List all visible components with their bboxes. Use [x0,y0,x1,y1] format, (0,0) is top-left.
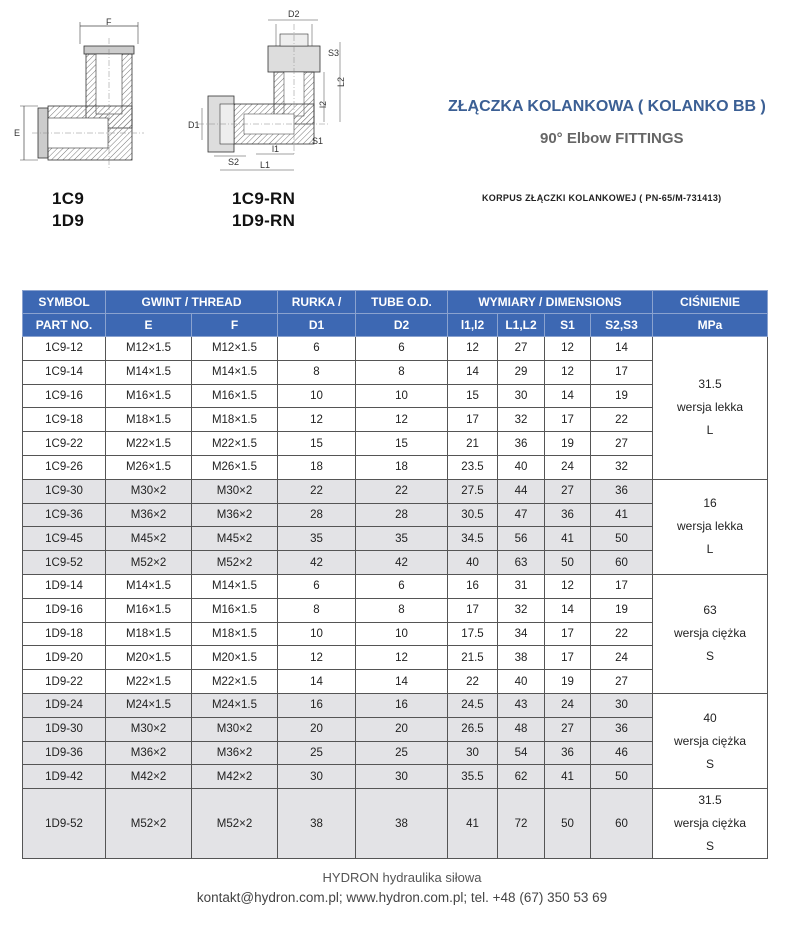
table-cell: M52×2 [106,551,192,575]
table-cell: 47 [498,503,545,527]
table-body [23,337,768,859]
table-cell: M26×1.5 [192,455,278,479]
table-cell: 1C9-14 [23,360,106,384]
header-part-no: PART NO. [23,314,106,337]
table-cell: 36 [591,717,653,741]
table-cell: 17 [545,408,591,432]
table-cell: 16 [278,693,356,717]
table-cell: 41 [448,789,498,859]
table-cell: 16 [448,574,498,598]
table-cell: 48 [498,717,545,741]
table-cell: 19 [545,432,591,456]
dim-s3-label: S3 [328,48,340,58]
table-cell: 1C9-12 [23,337,106,361]
table-cell: 24 [545,455,591,479]
pressure-line: S [705,756,714,771]
table-cell: 1D9-18 [23,622,106,646]
pressure-cell [653,574,768,693]
table-cell: M20×1.5 [192,646,278,670]
table-cell: 36 [545,741,591,765]
table-cell: 12 [545,337,591,361]
pressure-line: 63 [703,603,717,618]
table-cell: 8 [278,598,356,622]
dimensions-table [22,290,768,859]
table-cell: M36×2 [106,741,192,765]
header-d2: D2 [356,314,448,337]
table-cell: 28 [356,503,448,527]
table-cell: 21.5 [448,646,498,670]
table-cell: 17.5 [448,622,498,646]
table-header-row-1 [23,291,768,314]
table-cell: 1C9-16 [23,384,106,408]
table-cell: 17 [448,408,498,432]
table-cell: M26×1.5 [106,455,192,479]
table-cell: M16×1.5 [106,384,192,408]
footer-contact: kontakt@hydron.com.pl; www.hydron.com.pl; tel. +48 (67) 350 53 69 [196,890,608,905]
table-cell: 24 [591,646,653,670]
table-cell: 10 [278,622,356,646]
table-cell: 28 [278,503,356,527]
dim-f-label: F [106,18,112,27]
dim-L1-label: L1 [260,160,271,170]
table-cell: M45×2 [192,527,278,551]
header-thread: GWINT / THREAD [106,291,278,314]
table-cell: 34 [498,622,545,646]
header-f: F [192,314,278,337]
table-cell: 12 [356,408,448,432]
table-row [23,693,768,717]
table-cell: 27 [545,717,591,741]
header-symbol: SYMBOL [23,291,106,314]
part-1c9-rn: 1C9-RN [232,189,296,208]
table-cell: 14 [448,360,498,384]
table-cell: M36×2 [192,503,278,527]
table-cell: 1D9-30 [23,717,106,741]
table-cell: M20×1.5 [106,646,192,670]
table-cell: M24×1.5 [106,693,192,717]
table-cell: 1D9-14 [23,574,106,598]
table-cell: M18×1.5 [106,408,192,432]
table-cell: M12×1.5 [192,337,278,361]
table-cell: M36×2 [192,741,278,765]
table-cell: M22×1.5 [106,432,192,456]
table-cell: 12 [545,360,591,384]
elbow-diagram-right [188,4,358,184]
table-cell: M14×1.5 [106,574,192,598]
table-cell: 46 [591,741,653,765]
table-cell: 1D9-52 [23,789,106,859]
header-L1L2: L1,L2 [498,314,545,337]
table-cell: 18 [278,455,356,479]
table-cell: 17 [448,598,498,622]
pressure-line: 31.5 [698,793,722,808]
table-cell: 15 [356,432,448,456]
part-1d9: 1D9 [52,211,85,230]
table-cell: M30×2 [106,479,192,503]
table-cell: 30 [356,765,448,789]
table-cell: 8 [356,598,448,622]
table-cell: 23.5 [448,455,498,479]
pressure-cell [653,789,768,859]
table-cell: 30 [498,384,545,408]
table-cell: 60 [591,551,653,575]
table-cell: 19 [591,598,653,622]
table-cell: 12 [278,408,356,432]
table-cell: 1D9-16 [23,598,106,622]
table-cell: 8 [278,360,356,384]
table-cell: 32 [498,408,545,432]
pressure-line: 40 [703,710,717,725]
table-cell: M30×2 [106,717,192,741]
table-cell: 15 [448,384,498,408]
pressure-cell [653,479,768,574]
pressure-line: wersja ciężka [673,733,747,748]
table-cell: 17 [591,574,653,598]
table-cell: 43 [498,693,545,717]
table-cell: M22×1.5 [192,432,278,456]
table-cell: 30 [278,765,356,789]
table-cell: 8 [356,360,448,384]
table-cell: 27 [591,670,653,694]
table-cell: M52×2 [106,789,192,859]
table-cell: 22 [591,622,653,646]
table-cell: 50 [591,527,653,551]
table-cell: 41 [591,503,653,527]
dim-s1-label: S1 [312,136,324,146]
table-cell: 38 [278,789,356,859]
table-cell: 12 [278,646,356,670]
header-dimensions: WYMIARY / DIMENSIONS [448,291,653,314]
table-cell: 42 [356,551,448,575]
table-cell: 18 [356,455,448,479]
table-cell: 44 [498,479,545,503]
table-cell: 60 [591,789,653,859]
table-cell: 1C9-30 [23,479,106,503]
table-cell: M42×2 [106,765,192,789]
table-cell: M22×1.5 [192,670,278,694]
table-cell: 27 [591,432,653,456]
table-cell: M30×2 [192,479,278,503]
dim-l1-label: l1 [272,144,280,154]
table-cell: M52×2 [192,789,278,859]
page-title: ZŁĄCZKA KOLANKOWA ( KOLANKO BB ) [448,98,766,115]
header-e: E [106,314,192,337]
table-cell: 41 [545,527,591,551]
table-cell: M14×1.5 [192,360,278,384]
table-cell: 40 [498,455,545,479]
table-cell: 35 [278,527,356,551]
table-cell: 54 [498,741,545,765]
table-cell: 40 [448,551,498,575]
table-cell: 17 [545,622,591,646]
part-1d9-rn: 1D9-RN [232,211,296,230]
standard-note: KORPUS ZŁĄCZKI KOLANKOWEJ ( PN-65/M-731413) [482,193,722,203]
table-cell: 32 [591,455,653,479]
table-cell: 10 [278,384,356,408]
table-cell: 12 [448,337,498,361]
footer-company: HYDRON hydraulika siłowa [322,870,482,885]
pressure-line: wersja ciężka [673,816,747,831]
header-tube-od: TUBE O.D. [356,291,448,314]
dim-s2-label: S2 [228,157,240,167]
table-cell: 27.5 [448,479,498,503]
table-cell: 31 [498,574,545,598]
table-cell: M18×1.5 [106,622,192,646]
table-cell: 36 [591,479,653,503]
table-cell: 30 [591,693,653,717]
pressure-line: wersja ciężka [673,626,747,641]
page-subtitle: 90° Elbow FITTINGS [540,130,684,147]
header-mpa: MPa [653,314,768,337]
table-cell: M45×2 [106,527,192,551]
table-cell: 1C9-18 [23,408,106,432]
pressure-line: S [705,839,714,854]
table-cell: 14 [545,384,591,408]
table-cell: 14 [591,337,653,361]
table-cell: 1C9-52 [23,551,106,575]
table-cell: M14×1.5 [106,360,192,384]
table-cell: 6 [278,574,356,598]
table-cell: 6 [356,574,448,598]
table-cell: 1C9-36 [23,503,106,527]
table-cell: 17 [545,646,591,670]
table-cell: 15 [278,432,356,456]
table-cell: M16×1.5 [192,598,278,622]
table-cell: M30×2 [192,717,278,741]
table-cell: 29 [498,360,545,384]
table-cell: 40 [498,670,545,694]
table-cell: 56 [498,527,545,551]
table-cell: 27 [545,479,591,503]
table-cell: 1C9-45 [23,527,106,551]
table-cell: 63 [498,551,545,575]
table-cell: 22 [591,408,653,432]
table-cell: 19 [591,384,653,408]
elbow-diagram-left [12,18,152,188]
table-cell: M18×1.5 [192,622,278,646]
pressure-line: wersja lekka [676,400,744,415]
table-row [23,789,768,859]
header-rurka: RURKA / [278,291,356,314]
table-cell: 6 [278,337,356,361]
table-cell: 38 [356,789,448,859]
table-cell: 14 [356,670,448,694]
table-cell: 22 [356,479,448,503]
table-cell: 27 [498,337,545,361]
table-cell: 62 [498,765,545,789]
table-cell: M18×1.5 [192,408,278,432]
table-cell: 1D9-36 [23,741,106,765]
table-cell: 14 [545,598,591,622]
table-cell: 19 [545,670,591,694]
table-cell: 22 [448,670,498,694]
dim-e-label: E [14,128,21,138]
table-cell: M16×1.5 [192,384,278,408]
dim-d1-label: D1 [188,120,200,130]
table-cell: 1D9-42 [23,765,106,789]
table-cell: 35.5 [448,765,498,789]
table-row [23,479,768,503]
table-cell: 30.5 [448,503,498,527]
table-cell: 50 [545,551,591,575]
pressure-line: S [705,649,714,664]
dim-l2-label: l2 [318,100,328,108]
table-cell: 26.5 [448,717,498,741]
table-cell: 17 [591,360,653,384]
table-cell: 10 [356,384,448,408]
table-cell: 50 [591,765,653,789]
table-cell: M12×1.5 [106,337,192,361]
table-cell: 22 [278,479,356,503]
table-cell: 12 [545,574,591,598]
part-label-right [232,188,295,232]
table-cell: 6 [356,337,448,361]
table-cell: M24×1.5 [192,693,278,717]
table-cell: M14×1.5 [192,574,278,598]
table-cell: 32 [498,598,545,622]
table-cell: M42×2 [192,765,278,789]
table-cell: 24 [545,693,591,717]
pressure-cell [653,693,768,788]
pressure-line: wersja lekka [676,519,744,534]
pressure-cell [653,337,768,480]
table-cell: 1D9-24 [23,693,106,717]
header-s2s3: S2,S3 [591,314,653,337]
table-cell: M52×2 [192,551,278,575]
table-cell: 50 [545,789,591,859]
table-cell: 1D9-20 [23,646,106,670]
table-cell: 20 [278,717,356,741]
table-cell: 1D9-22 [23,670,106,694]
table-cell: 38 [498,646,545,670]
table-cell: M36×2 [106,503,192,527]
table-cell: M16×1.5 [106,598,192,622]
table-cell: M22×1.5 [106,670,192,694]
table-cell: 35 [356,527,448,551]
table-cell: 1C9-26 [23,455,106,479]
header-l1l2: l1,l2 [448,314,498,337]
table-cell: 30 [448,741,498,765]
table-cell: 24.5 [448,693,498,717]
dim-d2-label: D2 [288,9,300,19]
table-cell: 20 [356,717,448,741]
dim-L2-label: L2 [336,76,346,87]
table-cell: 21 [448,432,498,456]
table-cell: 41 [545,765,591,789]
pressure-line: L [706,542,714,557]
table-header-row-2 [23,314,768,337]
part-1c9: 1C9 [52,189,85,208]
table-row [23,337,768,361]
table-cell: 25 [278,741,356,765]
header-d1: D1 [278,314,356,337]
pressure-line: L [706,423,714,438]
pressure-line: 31.5 [698,377,722,392]
table-cell: 14 [278,670,356,694]
table-cell: 72 [498,789,545,859]
table-cell: 34.5 [448,527,498,551]
pressure-line: 16 [703,496,717,511]
table-cell: 10 [356,622,448,646]
table-cell: 16 [356,693,448,717]
table-row [23,574,768,598]
part-label-left [52,188,84,232]
header-pressure: CIŚNIENIE [653,291,768,314]
table-cell: 25 [356,741,448,765]
table-cell: 42 [278,551,356,575]
table-cell: 1C9-22 [23,432,106,456]
table-cell: 36 [545,503,591,527]
table-cell: 12 [356,646,448,670]
header-s1: S1 [545,314,591,337]
table-cell: 36 [498,432,545,456]
